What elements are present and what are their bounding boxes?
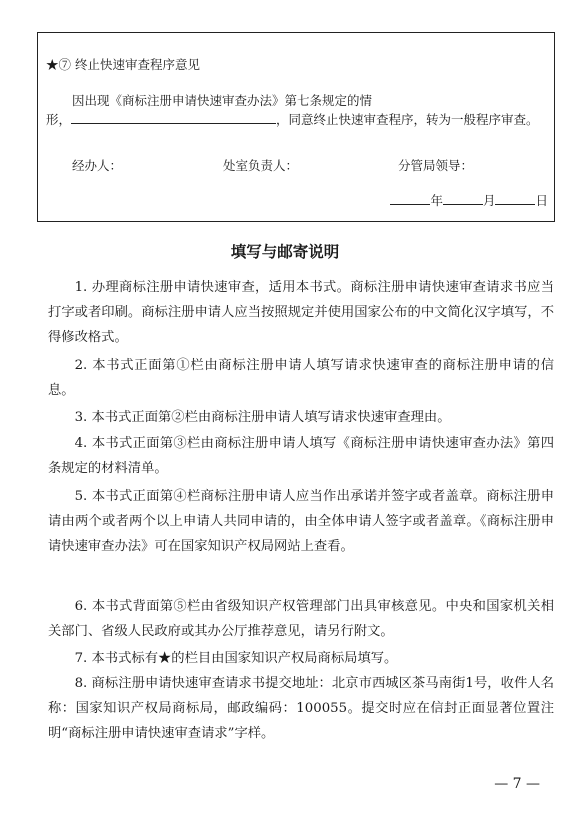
branch-leader-label: 分管局领导：	[398, 158, 474, 173]
instruction-paragraph-5: 5. 本书式正面第④栏商标注册申请人应当作出承诺并签字或者盖章。商标注册申请由两个或者两个以上申请人共同申请的，由全体申请人签字或者盖章。《商标注册申请快速审查办法》可在国家知识产权局网站上查看。	[48, 489, 554, 554]
box-statement-line1: 因出现《商标注册申请快速审查办法》第七条规定的情	[72, 93, 373, 108]
year-blank[interactable]	[390, 192, 430, 205]
reason-blank[interactable]	[71, 111, 276, 124]
instruction-paragraph-2: 2. 本书式正面第①栏由商标注册申请人填写请求快速审查的商标注册申请的信息。	[48, 358, 554, 398]
month-blank[interactable]	[443, 192, 483, 205]
instruction-paragraph-7: 7. 本书式标有★的栏目由国家知识产权局商标局填写。	[74, 651, 398, 666]
page-number: — 7 —	[494, 776, 540, 792]
instructions-heading: 填写与邮寄说明	[230, 243, 340, 261]
handler-label: 经办人：	[72, 158, 123, 173]
instruction-paragraph-6: 6. 本书式背面第⑤栏由省级知识产权管理部门出具审核意见。中央和国家机关相关部门、省级人民政府或其办公厅推荐意见，请另行附文。	[48, 599, 554, 639]
month-label: 月	[482, 193, 496, 208]
section-head-label: 处室负责人：	[223, 158, 299, 173]
date-row	[390, 191, 548, 209]
instruction-paragraph-8: 8. 商标注册申请快速审查请求书提交地址：北京市西城区茶马南街1号，收件人名称：国家知识产权局商标局，邮政编码：100055。提交时应在信封正面显著位置注明“商标注册申请快速审查请求”字样。	[48, 676, 554, 741]
day-label: 日	[535, 193, 548, 208]
box-statement-line2	[46, 110, 539, 128]
box-line2-start: 形，	[46, 112, 72, 127]
day-blank[interactable]	[495, 192, 535, 205]
termination-opinion-box	[37, 32, 555, 222]
box-line2-end: ，同意终止快速审查程序，转为一般程序审查。	[276, 112, 539, 127]
instruction-paragraph-3: 3. 本书式正面第②栏由商标注册申请人填写请求快速审查理由。	[74, 410, 451, 425]
box-title: ★⑦ 终止快速审查程序意见	[46, 57, 200, 72]
instruction-paragraph-4: 4. 本书式正面第③栏由商标注册申请人填写《商标注册申请快速审查办法》第四条规定的材料清单。	[48, 436, 554, 476]
year-label: 年	[430, 193, 443, 208]
instruction-paragraph-1: 1. 办理商标注册申请快速审查，适用本书式。商标注册申请快速审查请求书应当打字或者印刷。商标注册申请人应当按照规定并使用国家公布的中文简化汉字填写，不得修改格式。	[48, 280, 554, 345]
